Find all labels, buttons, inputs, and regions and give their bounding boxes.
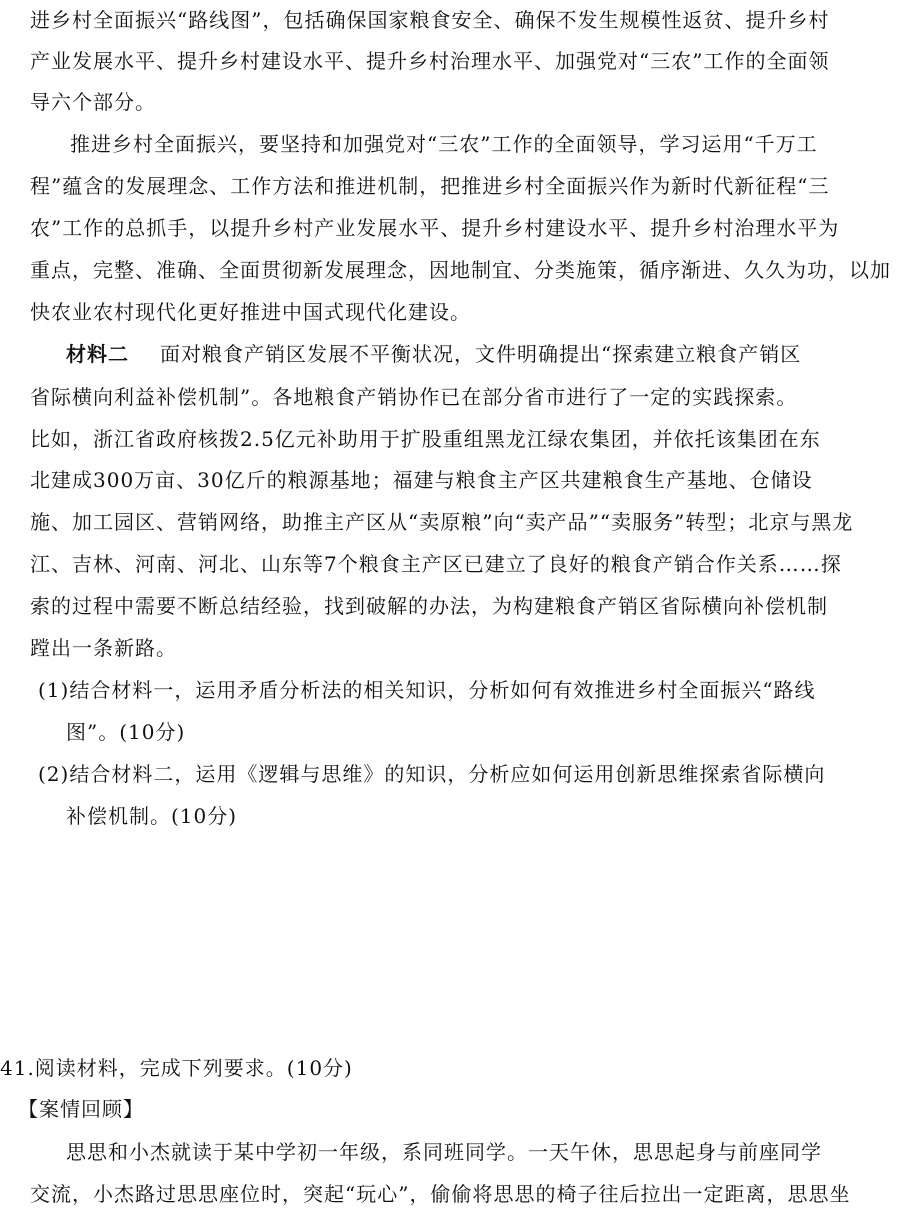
question-item: 补偿机制。(10分) bbox=[66, 804, 238, 828]
paragraph-line: 程”蕴含的发展理念、工作方法和推进机制，把推进乡村全面振兴作为新时代新征程“三 bbox=[30, 174, 830, 198]
material-label: 材料二 bbox=[66, 342, 129, 366]
paragraph-line: 快农业农村现代化更好推进中国式现代化建设。 bbox=[30, 300, 471, 324]
paragraph-line: 交流，小杰路过思思座位时，突起“玩心”，偷偷将思思的椅子往后拉出一定距离，思思坐 bbox=[30, 1182, 851, 1206]
paragraph-line: 思思和小杰就读于某中学初一年级，系同班同学。一天午休，思思起身与前座同学 bbox=[66, 1140, 822, 1164]
question-item: (1)结合材料一，运用矛盾分析法的相关知识，分析如何有效推进乡村全面振兴“路线 bbox=[38, 678, 816, 702]
paragraph-line: 施、加工园区、营销网络，助推主产区从“卖原粮”向“卖产品”“卖服务”转型；北京与黑龙 bbox=[30, 510, 854, 534]
paragraph-line: 农”工作的总抓手，以提升乡村产业发展水平、提升乡村建设水平、提升乡村治理水平为 bbox=[30, 216, 840, 240]
paragraph-line: 面对粮食产销区发展不平衡状况，文件明确提出“探索建立粮食产销区 bbox=[160, 342, 802, 366]
question-item: (2)结合材料二，运用《逻辑与思维》的知识，分析应如何运用创新思维探索省际横向 bbox=[38, 762, 826, 786]
paragraph-line: 推进乡村全面振兴，要坚持和加强党对“三农”工作的全面领导，学习运用“千万工 bbox=[70, 132, 818, 156]
paragraph-line: 蹚出一条新路。 bbox=[30, 636, 177, 660]
question-item: 图”。(10分) bbox=[66, 720, 186, 744]
paragraph-line: 重点，完整、准确、全面贯彻新发展理念，因地制宜、分类施策，循序渐进、久久为功，以加 bbox=[30, 258, 891, 282]
paragraph-line: 北建成300万亩、30亿斤的粮源基地；福建与粮食主产区共建粮食生产基地、仓储设 bbox=[30, 468, 813, 492]
paragraph-line: 产业发展水平、提升乡村建设水平、提升乡村治理水平、加强党对“三农”工作的全面领 bbox=[30, 49, 830, 73]
question-heading: 41.阅读材料，完成下列要求。(10分) bbox=[0, 1056, 353, 1080]
paragraph-line: 江、吉林、河南、河北、山东等7个粮食主产区已建立了良好的粮食产销合作关系……探 bbox=[30, 552, 842, 576]
answer-space bbox=[0, 840, 900, 1040]
paragraph-line: 进乡村全面振兴“路线图”，包括确保国家粮食安全、确保不发生规模性返贫、提升乡村 bbox=[30, 8, 830, 32]
paragraph-line: 省际横向利益补偿机制”。各地粮食产销协作已在部分省市进行了一定的实践探索。 bbox=[30, 385, 798, 409]
paragraph-line: 比如，浙江省政府核拨2.5亿元补助用于扩股重组黑龙江绿农集团，并依托该集团在东 bbox=[30, 427, 821, 451]
paragraph-line: 索的过程中需要不断总结经验，找到破解的办法，为构建粮食产销区省际横向补偿机制 bbox=[30, 594, 828, 618]
paragraph-line: 导六个部分。 bbox=[30, 90, 156, 114]
section-heading: 【案情回顾】 bbox=[18, 1097, 144, 1121]
